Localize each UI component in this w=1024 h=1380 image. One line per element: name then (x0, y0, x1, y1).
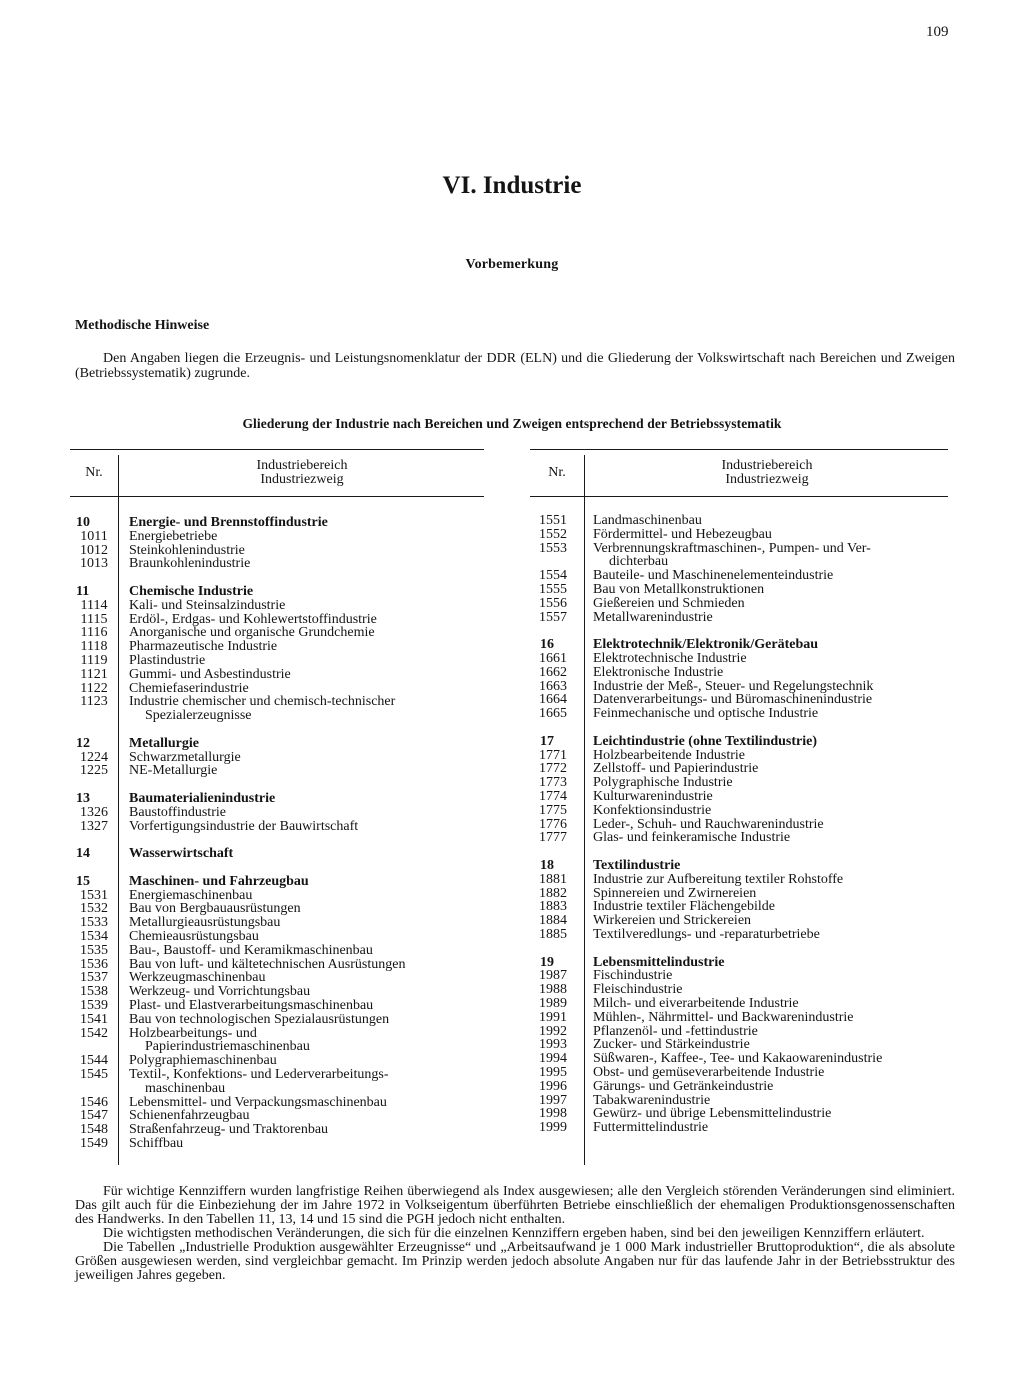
row-name: Chemische Industrie (129, 584, 254, 599)
row-name: Bau von Metallkonstruktionen (593, 582, 765, 597)
row-number: 1545 (80, 1067, 108, 1082)
row-number: 1541 (80, 1011, 108, 1027)
row-name: Lebensmittel- und Verpackungsmaschinenbau (129, 1094, 387, 1110)
row-number: 1116 (80, 625, 108, 641)
row-number: 1534 (80, 929, 108, 944)
row-name: Bau von Bergbauausrüstungen (129, 901, 301, 917)
row-name: Mühlen-, Nährmittel- und Backwarenindustrie (593, 1009, 854, 1025)
table-row (70, 875, 484, 889)
table-row (530, 790, 948, 804)
row-name: Fördermittel- und Hebezeugbau (593, 526, 772, 542)
table-row (70, 1068, 484, 1082)
row-number: 1531 (80, 887, 108, 903)
row-name: NE-Metallurgie (129, 763, 218, 779)
subsection-heading: Methodische Hinweise (75, 318, 210, 333)
row-name: Feinmechanische und optische Industrie (593, 706, 819, 722)
table-row (70, 792, 484, 806)
row-number: 1544 (80, 1053, 108, 1069)
table-row (530, 514, 948, 528)
row-name: Gärungs- und Getränkeindustrie (593, 1078, 774, 1094)
row-name: Schwarzmetallurgie (129, 749, 241, 765)
table-row (530, 666, 948, 680)
row-name: Spinnereien und Zwirnereien (593, 885, 757, 901)
row-number: 1538 (80, 984, 108, 1000)
row-name: Glas- und feinkeramische Industrie (593, 830, 791, 846)
table-row (530, 1011, 948, 1025)
left-table-top-rule (70, 449, 484, 450)
row-number: 1546 (80, 1094, 108, 1110)
row-name: Holzbearbeitende Industrie (593, 747, 745, 763)
left-header-bereich: Industriebereich (256, 458, 348, 473)
row-number: 1772 (539, 761, 567, 777)
row-name: Baustoffindustrie (129, 804, 226, 820)
row-name: Straßenfahrzeug- und Traktorenbau (129, 1122, 329, 1138)
row-name: Metallurgie (129, 735, 199, 751)
row-number: 1532 (80, 901, 108, 917)
row-name: Kulturwarenindustrie (593, 789, 713, 804)
row-number: 1537 (80, 970, 108, 986)
table-row (70, 668, 484, 682)
row-name: Schiffbau (129, 1136, 184, 1151)
row-number: 1993 (539, 1037, 567, 1053)
row-number: 1118 (80, 639, 108, 655)
row-number: 1992 (539, 1023, 567, 1039)
left-industry-list (70, 516, 484, 1166)
footnote-paragraph: Die wichtigsten methodischen Veränderungen, die sich für die einzelnen Kennziffern ergeben haben, sind bei den jeweiligen Kennziffern erläutert. (103, 1226, 925, 1241)
table-row (530, 831, 948, 845)
row-number: 1552 (539, 526, 567, 542)
row-name: Braunkohlenindustrie (129, 556, 251, 572)
right-industry-list (530, 514, 948, 1164)
row-name: Elektronische Industrie (593, 664, 724, 680)
table-row (530, 583, 948, 597)
row-name: Zellstoff- und Papierindustrie (593, 761, 759, 777)
row-name: Baumaterialienindustrie (129, 791, 276, 806)
row-number: 1547 (80, 1108, 108, 1124)
row-name: Metallurgieausrüstungsbau (129, 915, 281, 931)
table-row (530, 542, 948, 556)
row-name: Plast- und Elastverarbeitungsmaschinenbau (129, 998, 374, 1013)
row-number: 1884 (539, 913, 567, 929)
row-name: Pflanzenöl- und -fettindustrie (593, 1023, 758, 1039)
table-row (70, 737, 484, 751)
row-name: Textilindustrie (593, 858, 681, 873)
row-number: 18 (540, 858, 554, 873)
row-number: 1551 (539, 513, 567, 528)
table-row (70, 654, 484, 668)
row-name: Erdöl-, Erdgas- und Kohlewertstoffindustrie (129, 611, 377, 627)
table-row (70, 709, 484, 723)
row-number: 1998 (539, 1106, 567, 1122)
row-name: Fischindustrie (593, 968, 673, 984)
table-row (70, 557, 484, 571)
row-number: 1664 (539, 692, 567, 708)
row-number: 1988 (539, 982, 567, 998)
table-row (70, 944, 484, 958)
row-name: dichterbau (609, 554, 669, 570)
table-row (530, 804, 948, 818)
row-number: 1771 (539, 747, 567, 763)
footnote-paragraph: Die Tabellen „Industrielle Produktion ausgewählter Erzeugnisse“ und „Arbeitsaufwand je 1 000 Mark industrieller Bruttoproduktion“, die als absolute Größen ausgewiesen werden, sind vergleichbar gemacht. Im Prinzip werden jedoch absolute Angaben nur für das laufende Jahr in der Betriebsstruktur des jeweiligen Jahres gegeben. (75, 1240, 955, 1283)
row-number: 14 (76, 846, 90, 862)
row-number: 1548 (80, 1122, 108, 1138)
row-number: 1883 (539, 899, 567, 915)
table-row (530, 859, 948, 873)
row-number: 1996 (539, 1078, 567, 1094)
table-row (530, 735, 948, 749)
table-row (530, 873, 948, 887)
right-header-bereich: Industriebereich (721, 458, 813, 473)
row-number: 1989 (539, 996, 567, 1011)
row-number: 19 (540, 954, 554, 970)
row-number: 1554 (539, 568, 567, 584)
row-name: Gewürz- und übrige Lebensmittelindustrie (593, 1106, 832, 1122)
row-number: 1539 (80, 998, 108, 1013)
table-row (70, 847, 484, 861)
table-row (530, 652, 948, 666)
row-number: 12 (76, 735, 90, 751)
row-name: Elektrotechnische Industrie (593, 651, 747, 666)
row-number: 1999 (539, 1120, 567, 1136)
row-name: Bau von luft- und kältetechnischen Ausrüstungen (129, 956, 406, 972)
row-name: Wirkereien und Strickereien (593, 913, 752, 929)
table-row (70, 1137, 484, 1151)
row-name: Polygraphische Industrie (593, 775, 733, 791)
table-row (70, 599, 484, 613)
row-name: Schienenfahrzeugbau (129, 1108, 250, 1124)
row-number: 1533 (80, 915, 108, 931)
row-name: Textilveredlungs- und -reparaturbetriebe (593, 927, 820, 942)
row-number: 1123 (80, 694, 108, 710)
table-row (70, 695, 484, 709)
table-row (70, 820, 484, 834)
row-name: Futtermittelindustrie (593, 1120, 709, 1136)
row-number: 1773 (539, 775, 567, 791)
row-number: 1535 (80, 942, 108, 958)
row-name: Bau-, Baustoff- und Keramikmaschinenbau (129, 942, 373, 958)
row-number: 10 (76, 515, 90, 530)
row-number: 1987 (539, 968, 567, 984)
row-name: Pharmazeutische Industrie (129, 639, 278, 655)
row-number: 1542 (80, 1025, 108, 1041)
row-number: 1881 (539, 871, 567, 887)
row-number: 1775 (539, 802, 567, 818)
table-row (70, 806, 484, 820)
row-name: Holzbearbeitungs- und (129, 1025, 257, 1041)
row-name: Steinkohlenindustrie (129, 542, 245, 558)
row-number: 1882 (539, 885, 567, 901)
row-name: maschinenbau (145, 1080, 226, 1096)
row-name: Datenverarbeitungs- und Büromaschinenindustrie (593, 692, 873, 708)
row-number: 11 (76, 584, 90, 599)
row-number: 1774 (539, 789, 567, 804)
row-name: Spezialerzeugnisse (145, 708, 252, 724)
footnotes (75, 1185, 955, 1283)
row-name: Gießereien und Schmieden (593, 595, 745, 611)
row-number: 1549 (80, 1136, 108, 1151)
table-row (530, 528, 948, 542)
left-header-zweig: Industriezweig (260, 472, 344, 487)
row-name: Tabakwarenindustrie (593, 1092, 711, 1108)
table-row (70, 999, 484, 1013)
row-number: 1327 (80, 818, 108, 834)
row-number: 17 (540, 733, 554, 749)
row-name: Plastindustrie (129, 653, 206, 668)
table-row (70, 585, 484, 599)
row-name: Vorfertigungsindustrie der Bauwirtschaft (129, 818, 359, 834)
table-row (70, 930, 484, 944)
row-number: 1885 (539, 927, 567, 942)
row-name: Textil-, Konfektions- und Lederverarbeitungs- (129, 1067, 389, 1082)
row-name: Bau von technologischen Spezialausrüstungen (129, 1011, 390, 1027)
row-name: Industrie der Meß-, Steuer- und Regelungstechnik (593, 678, 874, 694)
row-number: 13 (76, 791, 90, 806)
row-number: 1536 (80, 956, 108, 972)
row-number: 15 (76, 873, 90, 889)
intro-paragraph: Den Angaben liegen die Erzeugnis- und Leistungsnomenklatur der DDR (ELN) und die Gliederung der Volkswirtschaft nach Bereichen und Zweigen (Betriebssystematik) zugrunde. (75, 351, 955, 381)
table-row (70, 530, 484, 544)
row-number: 1555 (539, 582, 567, 597)
row-name: Energiebetriebe (129, 528, 218, 544)
row-name: Leichtindustrie (ohne Textilindustrie) (593, 733, 818, 749)
row-name: Energie- und Brennstoffindustrie (129, 515, 328, 530)
row-name: Zucker- und Stärkeindustrie (593, 1037, 750, 1053)
left-header-nr: Nr. (85, 465, 103, 480)
row-name: Chemiefaserindustrie (129, 680, 249, 696)
row-number: 1553 (539, 540, 567, 556)
row-number: 1115 (80, 611, 108, 627)
table-row (530, 928, 948, 942)
row-name: Lebensmittelindustrie (593, 954, 725, 970)
table-row (530, 997, 948, 1011)
row-name: Fleischindustrie (593, 982, 683, 998)
row-number: 1997 (539, 1092, 567, 1108)
row-number: 1556 (539, 595, 567, 611)
row-number: 1012 (80, 542, 108, 558)
row-name: Landmaschinenbau (593, 513, 702, 528)
row-name: Industrie zur Aufbereitung textiler Rohstoffe (593, 871, 844, 887)
row-name: Milch- und eiverarbeitende Industrie (593, 996, 799, 1011)
row-number: 1224 (80, 749, 108, 765)
row-number: 1225 (80, 763, 108, 779)
row-number: 1665 (539, 706, 567, 722)
row-name: Leder-, Schuh- und Rauchwarenindustrie (593, 816, 824, 832)
row-number: 1776 (539, 816, 567, 832)
row-number: 1011 (80, 528, 108, 544)
table-row (530, 1066, 948, 1080)
row-name: Kali- und Steinsalzindustrie (129, 597, 286, 613)
table-row (70, 764, 484, 778)
right-table-top-rule (530, 449, 948, 450)
row-number: 1114 (80, 597, 108, 613)
table-row (530, 597, 948, 611)
row-number: 1326 (80, 804, 108, 820)
row-number: 1994 (539, 1051, 567, 1067)
row-name: Energiemaschinenbau (129, 887, 253, 903)
right-table-header-rule (530, 496, 948, 497)
row-name: Süßwaren-, Kaffee-, Tee- und Kakaowarenindustrie (593, 1051, 883, 1067)
row-number: 1119 (80, 653, 108, 668)
row-name: Industrie chemischer und chemisch-technischer (129, 694, 396, 710)
row-name: Anorganische und organische Grundchemie (129, 625, 375, 641)
row-name: Chemieausrüstungsbau (129, 929, 259, 944)
row-name: Metallwarenindustrie (593, 609, 713, 625)
row-name: Papierindustriemaschinenbau (145, 1039, 310, 1055)
right-header-zweig: Industriezweig (725, 472, 809, 487)
row-name: Gummi- und Asbestindustrie (129, 666, 291, 682)
row-name: Maschinen- und Fahrzeugbau (129, 873, 309, 889)
chapter-title: VI. Industrie (442, 172, 582, 199)
table-title: Gliederung der Industrie nach Bereichen und Zweigen entsprechend der Betriebssystematik (242, 416, 782, 431)
row-name: Polygraphiemaschinenbau (129, 1053, 277, 1069)
row-number: 1662 (539, 664, 567, 680)
row-name: Wasserwirtschaft (129, 846, 234, 862)
table-row (70, 1013, 484, 1027)
right-header-nr: Nr. (548, 465, 566, 480)
table-row (530, 1121, 948, 1135)
left-table-header-rule (70, 496, 484, 497)
table-row (530, 707, 948, 721)
table-row (530, 1080, 948, 1094)
table-row (530, 611, 948, 625)
row-name: Bauteile- und Maschinenelementeindustrie (593, 568, 834, 584)
row-number: 1557 (539, 609, 567, 625)
section-title: Vorbemerkung (465, 257, 559, 272)
row-number: 1991 (539, 1009, 567, 1025)
row-name: Elektrotechnik/Elektronik/Gerätebau (593, 637, 819, 653)
row-number: 1013 (80, 556, 108, 572)
row-number: 1661 (539, 651, 567, 666)
row-name: Obst- und gemüseverarbeitende Industrie (593, 1065, 825, 1080)
row-name: Konfektionsindustrie (593, 802, 712, 818)
table-row (70, 1082, 484, 1096)
row-number: 1663 (539, 678, 567, 694)
footnote-paragraph: Für wichtige Kennziffern wurden langfristige Reihen überwiegend als Index ausgewiesen; alle den Vergleich störenden Veränderungen sind eliminiert. Das gilt auch für die Einbeziehung der im Jahre 1972 in Volkseigentum überführten Betriebe einschließlich der ehemaligen Produktionsgenossenschaften des Handwerks. In den Tabellen 11, 13, 14 und 15 sind die PGH jedoch nicht enthalten. (75, 1184, 955, 1227)
row-number: 1995 (539, 1065, 567, 1080)
row-number: 16 (540, 637, 554, 653)
row-number: 1121 (80, 666, 108, 682)
page-number: 109 (926, 24, 949, 40)
row-name: Industrie textiler Flächengebilde (593, 899, 775, 915)
row-number: 1122 (80, 680, 108, 696)
row-name: Verbrennungskraftmaschinen-, Pumpen- und Ver- (593, 540, 871, 556)
row-number: 1777 (539, 830, 567, 846)
row-name: Werkzeugmaschinenbau (129, 970, 266, 986)
row-name: Werkzeug- und Vorrichtungsbau (129, 984, 311, 1000)
table-row (70, 516, 484, 530)
